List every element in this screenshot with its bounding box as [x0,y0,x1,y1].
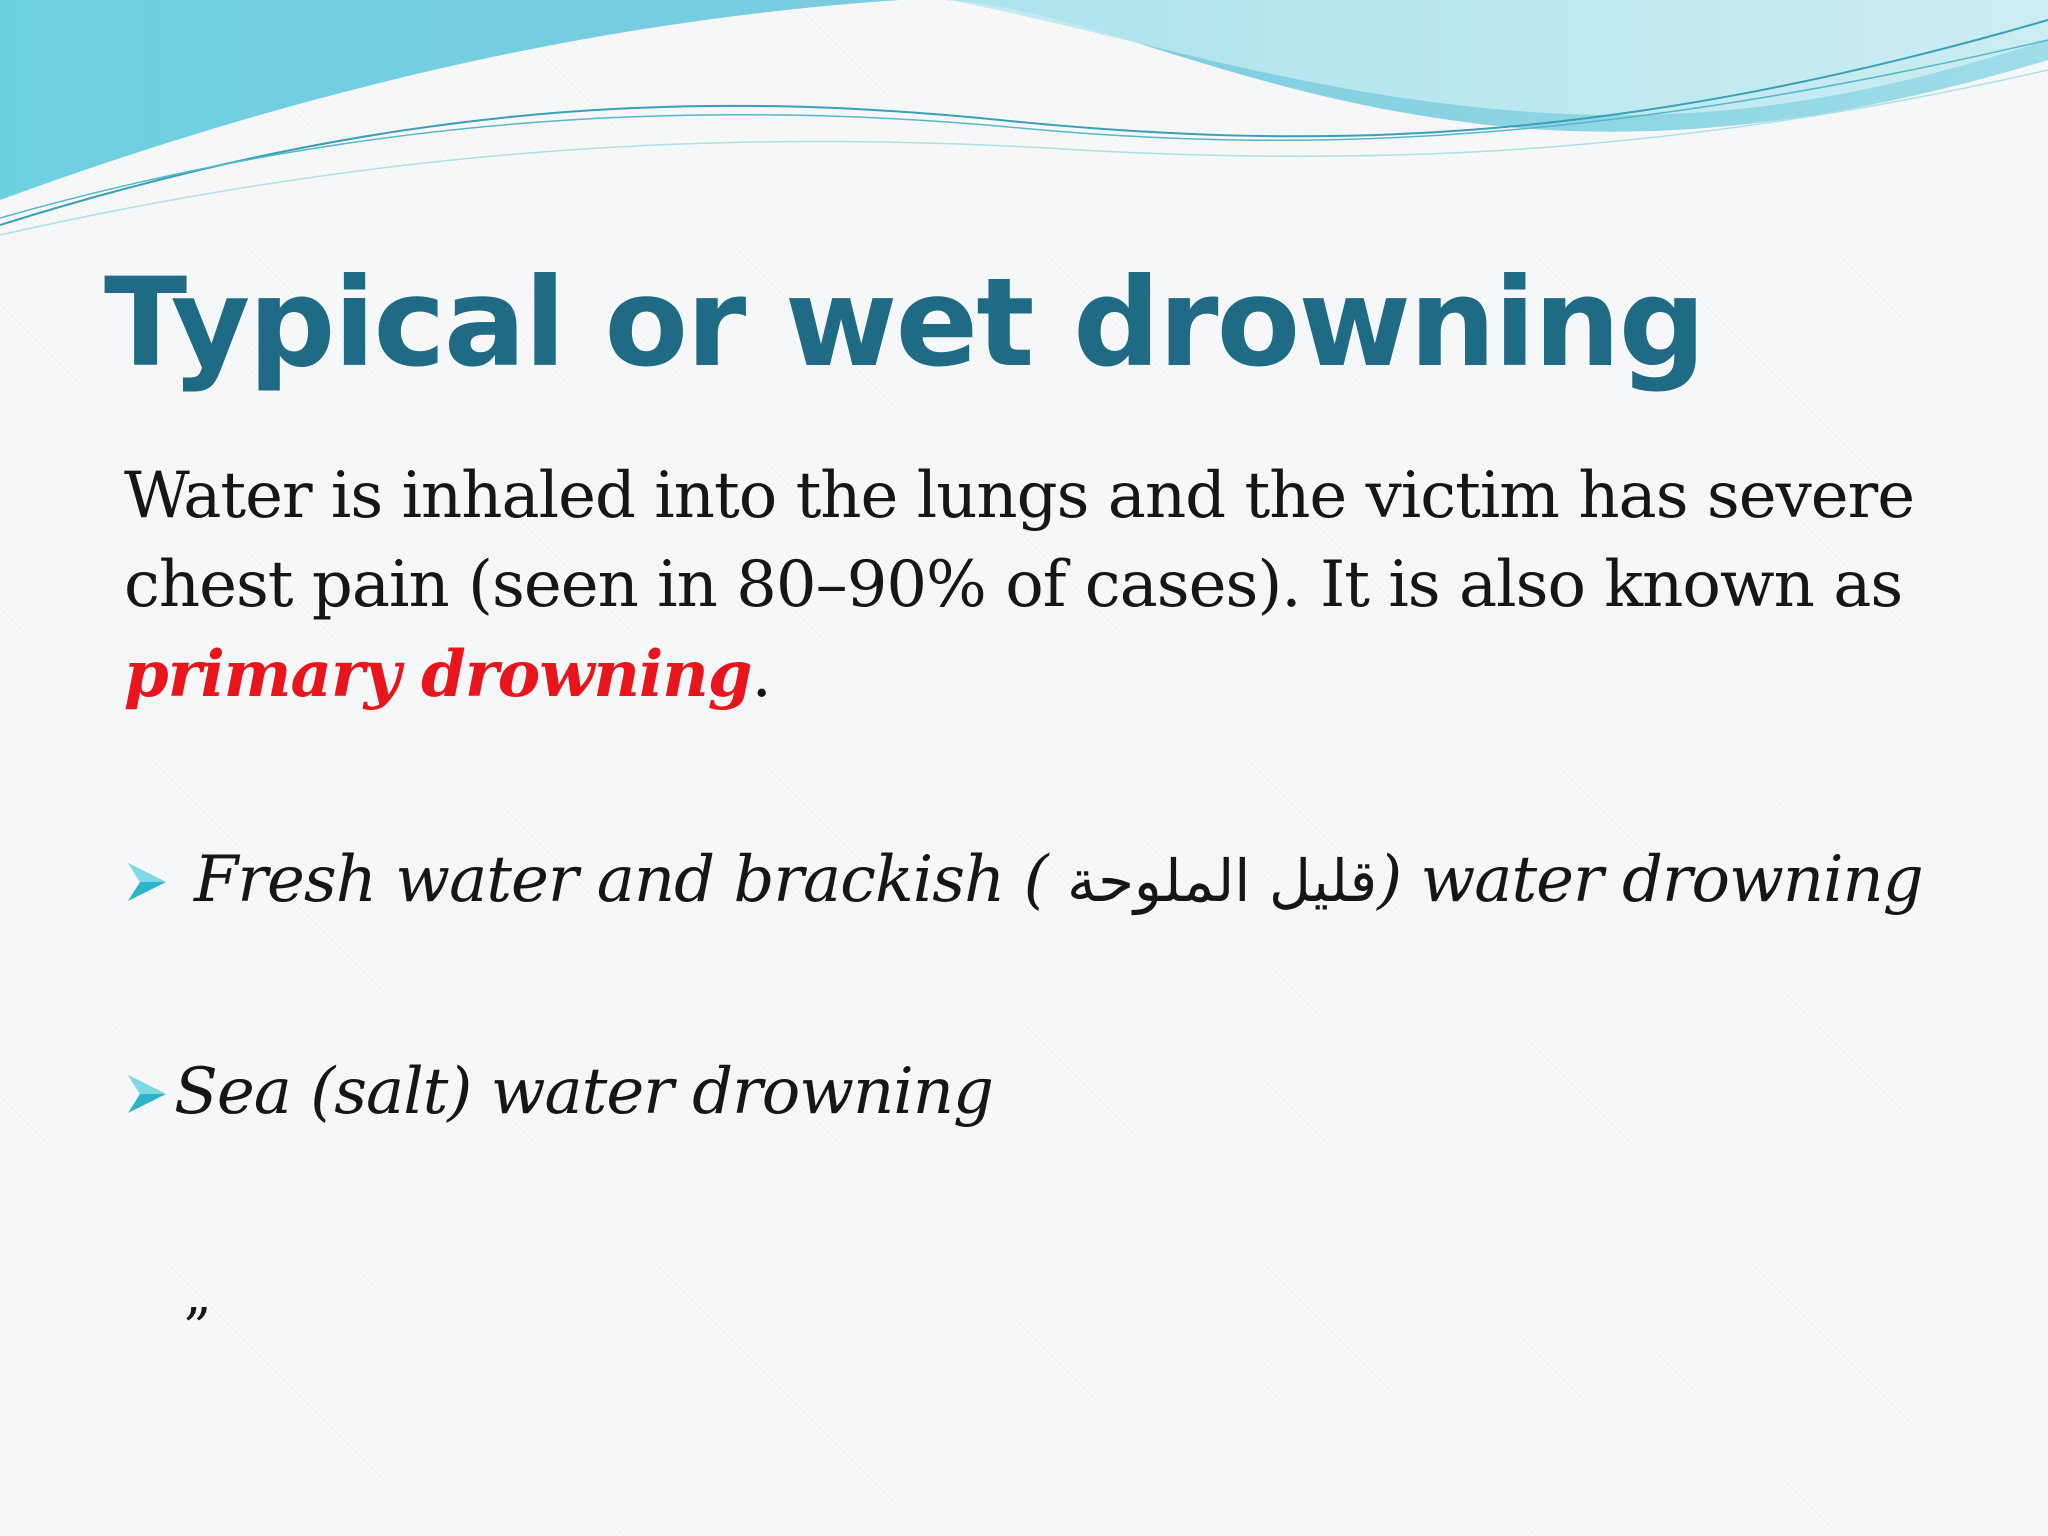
bullet-1-text-before: Fresh water and brackish ( [194,843,1067,917]
arrow-bullet-icon [124,1071,170,1117]
bullet-item-fresh-water [124,843,1923,917]
wave-header-decoration [0,0,2048,240]
body-emphasis-text: primary drowning [124,637,752,712]
stray-quote-mark: „ [184,1263,212,1326]
bullet-1-text-after: ) water drowning [1377,843,1923,917]
body-end-text: . [751,638,771,712]
arrow-bullet-icon [124,859,170,905]
body-intro-text: Water is inhaled into the lungs and the victim has severe chest pain (seen in 80–90% of cases). It is also known as [124,459,1915,622]
bullet-item-sea-water [124,1055,993,1129]
bullet-1-arabic-text: قليل الملوحة [1066,847,1378,915]
body-paragraph [124,452,1924,720]
bullet-2-text: Sea (salt) water drowning [174,1055,993,1129]
slide-title: Typical or wet drowning [104,252,1704,394]
